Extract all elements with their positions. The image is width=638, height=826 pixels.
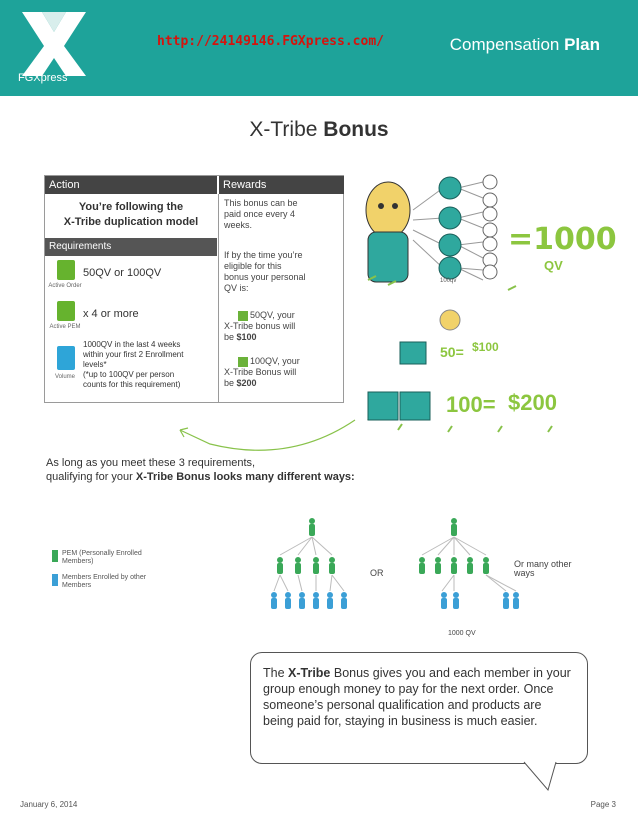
requirement-caption: Active PEM bbox=[49, 324, 81, 330]
or-many-line: Or many other bbox=[514, 559, 572, 569]
table-divider bbox=[218, 194, 219, 402]
rewards-line: paid once every 4 bbox=[224, 209, 296, 219]
order-icon bbox=[57, 260, 75, 280]
label-qv: QV bbox=[544, 258, 563, 273]
lead-prefix: qualifying for your bbox=[46, 471, 136, 483]
info-bubble bbox=[250, 652, 588, 764]
gv-label: 1000 QV bbox=[448, 630, 476, 637]
bubble-bold: X-Tribe bbox=[288, 666, 331, 680]
rewards-condition bbox=[224, 250, 342, 294]
lead-text bbox=[46, 456, 466, 484]
reward-line bbox=[224, 356, 342, 367]
reward-prefix: be bbox=[224, 378, 237, 388]
requirement-volume-text bbox=[83, 340, 217, 390]
rewards-line: This bonus can be bbox=[224, 198, 298, 208]
qv-tag-icon bbox=[238, 311, 248, 321]
reward-50qv bbox=[224, 310, 342, 343]
legend-line: PEM (Personally Enrolled bbox=[62, 550, 142, 557]
reward-line: X-Tribe bonus will bbox=[224, 321, 296, 331]
lead-line2 bbox=[46, 470, 466, 484]
reward-amount: $200 bbox=[236, 378, 257, 388]
requirement-pem bbox=[47, 301, 217, 333]
rewards-line: QV is: bbox=[224, 283, 249, 293]
page-title-light: X-Tribe bbox=[249, 118, 324, 141]
tree-diagram-2 bbox=[412, 515, 522, 615]
volume-line: counts for this requirement) bbox=[83, 380, 181, 389]
pem-person-icon bbox=[52, 550, 58, 562]
volume-line: levels* bbox=[83, 360, 107, 369]
reward-line bbox=[224, 378, 342, 389]
bubble-rest: Bonus gives you and each member in your group enough money to pay for the next order. Once someone’s personal qualification and products are being paid for, staying in business is much easier. bbox=[263, 666, 571, 728]
reward-100qv bbox=[224, 356, 342, 389]
reward-text: 50QV, your bbox=[250, 310, 295, 320]
rewards-line: eligible for this bbox=[224, 261, 282, 271]
requirement-volume bbox=[47, 340, 217, 396]
label-100qv: 100qv bbox=[440, 278, 457, 284]
site-url[interactable]: http://24149146.FGXpress.com/ bbox=[157, 34, 384, 49]
volume-icon bbox=[57, 346, 75, 370]
footer-date: January 6, 2014 bbox=[20, 800, 78, 809]
requirement-text: x 4 or more bbox=[83, 308, 139, 320]
reward-amount: $100 bbox=[236, 332, 257, 342]
bonus-illustration bbox=[358, 170, 617, 445]
header-title bbox=[450, 35, 600, 55]
requirement-order bbox=[47, 260, 217, 290]
label-50: 50= bbox=[440, 344, 464, 360]
action-text bbox=[47, 200, 215, 230]
header-title-bold: Plan bbox=[564, 35, 600, 54]
footer-page-number: Page 3 bbox=[590, 800, 616, 809]
qv-tag-icon bbox=[238, 357, 248, 367]
rewards-line: weeks. bbox=[224, 220, 253, 230]
reward-text: 100QV, your bbox=[250, 356, 300, 366]
label-100: 100= bbox=[446, 392, 496, 417]
volume-line: within your first 2 Enrollment bbox=[83, 350, 184, 359]
volume-line: (*up to 100QV per person bbox=[83, 370, 175, 379]
page-title bbox=[0, 118, 638, 142]
bubble-prefix: The bbox=[263, 666, 289, 680]
tree-diagram-1 bbox=[262, 515, 362, 615]
action-header: Action bbox=[45, 176, 217, 194]
legend-line: Members bbox=[62, 582, 92, 589]
other-person-icon bbox=[52, 574, 58, 586]
page-title-bold: Bonus bbox=[323, 118, 389, 141]
rewards-frequency bbox=[224, 198, 342, 231]
label-200: $200 bbox=[508, 390, 557, 415]
header-title-light: Compensation bbox=[449, 35, 565, 54]
reward-line: X-Tribe Bonus will bbox=[224, 367, 297, 377]
legend-line: Members Enrolled by other bbox=[62, 574, 147, 581]
volume-line: 1000QV in the last 4 weeks bbox=[83, 340, 181, 349]
action-text-line2: X-Tribe duplication model bbox=[63, 216, 199, 228]
label-1000: =1000 bbox=[508, 222, 617, 257]
rewards-line: If by the time you’re bbox=[224, 250, 303, 260]
bonus-table bbox=[44, 175, 344, 403]
requirement-caption: Active Order bbox=[48, 283, 82, 289]
label-100-dollar: $100 bbox=[472, 340, 499, 354]
rewards-line: bonus your personal bbox=[224, 272, 306, 282]
reward-line bbox=[224, 310, 342, 321]
pem-icon bbox=[57, 301, 75, 321]
reward-prefix: be bbox=[224, 332, 237, 342]
or-label: OR bbox=[370, 568, 384, 578]
brand-name: FGXpress bbox=[18, 72, 68, 84]
requirement-caption: Volume bbox=[54, 374, 75, 380]
lead-line1: As long as you meet these 3 requirements, bbox=[46, 457, 256, 469]
legend-pem bbox=[62, 550, 142, 566]
requirements-header: Requirements bbox=[45, 238, 217, 256]
rewards-header: Rewards bbox=[219, 176, 344, 194]
legend-other bbox=[62, 574, 146, 590]
header-banner bbox=[0, 0, 638, 96]
bubble-tail-icon bbox=[520, 760, 580, 794]
or-many-label bbox=[514, 560, 572, 578]
or-many-line: ways bbox=[514, 568, 535, 578]
legend-line: Members) bbox=[62, 558, 94, 565]
reward-line bbox=[224, 332, 342, 343]
action-text-line1: You’re following the bbox=[78, 201, 184, 213]
curve-arrow-icon bbox=[170, 410, 360, 456]
requirement-text: 50QV or 100QV bbox=[83, 267, 162, 279]
lead-bold: X-Tribe Bonus looks many different ways: bbox=[135, 471, 355, 483]
